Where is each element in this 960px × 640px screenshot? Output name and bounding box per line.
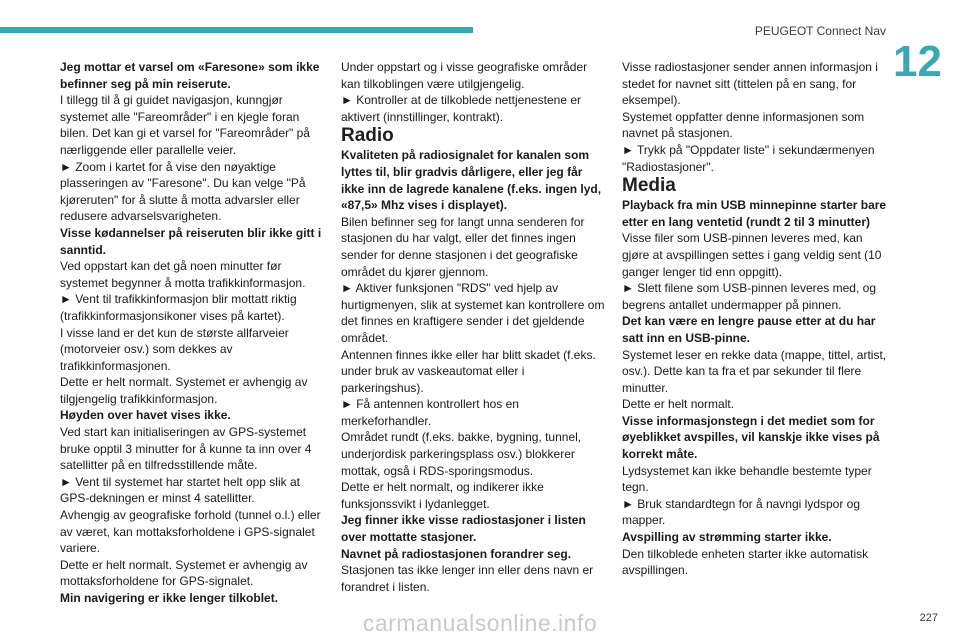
body-paragraph: I tillegg til å gi guidet navigasjon, kunngjør systemet alle "Fareområder" i en kjegle foran bilen. Det kan gi et varsel for "Fareområder" på nærliggende eller parallelle veier. <box>60 93 310 157</box>
body-paragraph: Lydsystemet kan ikke behandle bestemte typer tegn. <box>622 463 872 495</box>
question-heading: Playback fra min USB minnepinne starter bare etter en lang ventetid (rundt 2 til 3 minutter) <box>622 198 887 229</box>
body-paragraph: Dette er helt normalt. Systemet er avhengig av tilgjengelig trafikkinformasjon. <box>60 375 308 406</box>
question-heading: Høyden over havet vises ikke. <box>60 408 231 423</box>
question-heading: Jeg mottar et varsel om «Faresone» som ikke befinner seg på min reiserute. <box>60 60 320 91</box>
body-paragraph: ► Bruk standardtegn for å navngi lydspor og mapper. <box>622 496 861 528</box>
body-paragraph: ► Vent til trafikkinformasjon blir mottatt riktig (trafikkinformasjonsikoner vises på kartet). <box>60 292 297 323</box>
body-paragraph: Visse radiostasjoner sender annen informasjon i stedet for navnet sitt (tittelen på en sang, for eksempel). <box>622 60 878 108</box>
body-paragraph: ► Slett filene som USB-pinnen leveres med, og begrens antallet undermapper på pinnen. <box>622 281 876 312</box>
body-paragraph: Dette er helt normalt. Systemet er avhengig av mottaksforholdene for GPS-signalet. <box>60 557 308 589</box>
question-heading: Det kan være en lengre pause etter at du har satt inn en USB-pinne. <box>622 314 876 345</box>
question-heading: Visse informasjonstegn i det mediet som for øyeblikket avspilles, vil kanskje ikke vises på korrekt måte. <box>622 413 880 462</box>
question-heading: Avspilling av strømming starter ikke. <box>622 530 832 545</box>
body-paragraph: Antennen finnes ikke eller har blitt skadet (f.eks. under bruk av vaskeautomat eller i parkeringshus). <box>341 347 596 395</box>
body-paragraph: Området rundt (f.eks. bakke, bygning, tunnel, underjordisk parkeringsplass osv.) blokkerer mottak, også i RDS-sporingsmodus. <box>341 430 582 478</box>
question-heading: Min navigering er ikke lenger tilkoblet. <box>60 591 279 605</box>
watermark: carmanualsonline.info <box>362 610 598 636</box>
body-paragraph: ► Zoom i kartet for å vise den nøyaktige plasseringen av "Faresone". Du kan velge "På kjøreruten" for å slutte å motta advarsler eller redusere advarselsvarigheten. <box>60 159 306 224</box>
body-paragraph: Bilen befinner seg for langt unna senderen for stasjonen du har valgt, eller det finnes ingen sender for denne stasjonen i det geografiske området du kjører gjennom. <box>341 214 585 279</box>
section-heading: Radio <box>341 125 394 147</box>
text-column-3 <box>622 59 888 579</box>
body-paragraph: Ved start kan initialiseringen av GPS-systemet bruke opptil 3 minutter for å kunne ta inn over 4 satellitter på en tilfredsstillende måte. <box>60 425 312 473</box>
body-paragraph: Visse filer som USB-pinnen leveres med, kan gjøre at avspillingen settes i gang veldig sent (10 ganger lenger tid enn oppgitt). <box>622 231 882 279</box>
question-heading: Visse kødannelser på reiseruten blir ikke gitt i sanntid. <box>60 225 322 257</box>
body-paragraph: Systemet oppfatter denne informasjonen som navnet på stasjonen. <box>622 109 865 141</box>
body-paragraph: Dette er helt normalt. <box>622 397 735 412</box>
question-heading: Jeg finner ikke visse radiostasjoner i listen over mottatte stasjoner. <box>341 513 586 545</box>
text-column-1 <box>60 59 324 607</box>
body-paragraph: ► Aktiver funksjonen "RDS" ved hjelp av hurtigmenyen, slik at systemet kan kontrollere om det finnes en kraftigere sender i det gjeldende området. <box>341 281 605 345</box>
section-heading: Media <box>622 175 676 197</box>
chapter-number: 12 <box>893 37 942 86</box>
question-heading: Navnet på radiostasjonen forandrer seg. <box>341 546 572 561</box>
body-paragraph: ► Trykk på "Oppdater liste" i sekundærmenyen "Radiostasjoner". <box>622 142 875 174</box>
body-paragraph: Ved oppstart kan det gå noen minutter før systemet begynner å motta trafikkinformasjon. <box>60 259 306 290</box>
body-paragraph: I visse land er det kun de største allfarveier (motorveier osv.) som dekkes av trafikkinformasjonen. <box>60 325 289 373</box>
body-paragraph: Avhengig av geografiske forhold (tunnel o.l.) eller av været, kan mottaksforholdene i GPS-signalet variere. <box>60 508 321 556</box>
page-number: 227 <box>919 612 938 624</box>
body-paragraph: Stasjonen tas ikke lenger inn eller dens navn er forandret i listen. <box>341 563 594 594</box>
header-title: PEUGEOT Connect Nav <box>754 24 886 38</box>
body-paragraph: Systemet leser en rekke data (mappe, tittel, artist, osv.). Dette kan ta fra et par sekunder til flere minutter. <box>622 347 887 395</box>
body-paragraph: ► Få antennen kontrollert hos en merkeforhandler. <box>341 397 519 428</box>
header-accent-bar <box>0 27 473 33</box>
body-paragraph: Under oppstart og i visse geografiske områder kan tilkoblingen være utilgjengelig. <box>341 60 588 91</box>
body-paragraph: ► Kontroller at de tilkoblede nettjenestene er aktivert (innstillinger, kontrakt). <box>341 93 582 124</box>
body-paragraph: Dette er helt normalt, og indikerer ikke funksjonssvikt i lydanlegget. <box>341 480 544 511</box>
body-paragraph: Den tilkoblede enheten starter ikke automatisk avspillingen. <box>622 546 869 578</box>
question-heading: Kvaliteten på radiosignalet for kanalen som lyttes til, blir gradvis dårligere, eller jeg får ikke inn de lagrede kanalene (f.eks. ingen lyd, «87,5» Mhz vises i displayet). <box>341 148 602 213</box>
text-column-2 <box>341 59 605 595</box>
body-paragraph: ► Vent til systemet har startet helt opp slik at GPS-dekningen er minst 4 satellitter. <box>60 474 300 506</box>
